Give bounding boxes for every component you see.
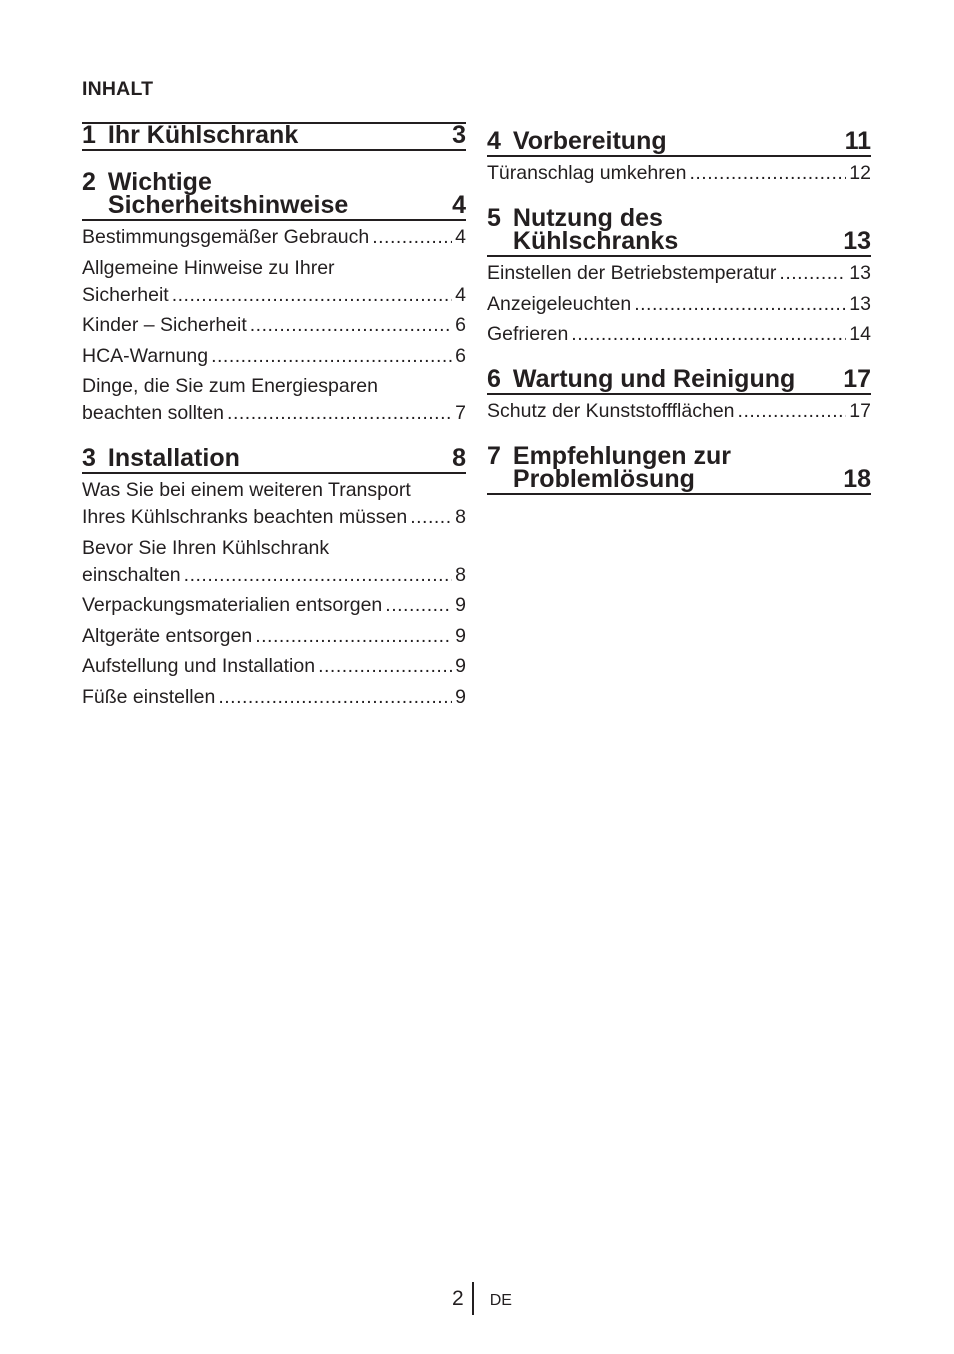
entry-page-number: 13 bbox=[849, 292, 871, 315]
section-page-number: 18 bbox=[843, 465, 871, 493]
section-page-number: 13 bbox=[843, 227, 871, 255]
dot-leader bbox=[385, 592, 452, 619]
section-heading[interactable] bbox=[487, 442, 871, 495]
toc-entries bbox=[487, 157, 871, 187]
section-page-number: 3 bbox=[452, 121, 466, 149]
section-title-line: Wartung und Reinigung bbox=[512, 365, 796, 393]
section-title-text bbox=[512, 204, 679, 255]
toc-entries bbox=[487, 395, 871, 425]
entry-text: Gefrieren bbox=[487, 323, 569, 345]
entry-page-number: 17 bbox=[849, 400, 871, 422]
section-number: 7 bbox=[487, 442, 501, 470]
section-title-line: Problemlösung bbox=[512, 465, 695, 493]
entry-page-number: 4 bbox=[455, 283, 466, 306]
toc-entry[interactable] bbox=[82, 623, 466, 650]
section-title-line: Wichtige bbox=[107, 168, 212, 196]
section-page-number: 8 bbox=[452, 444, 466, 472]
section-title-text bbox=[107, 444, 240, 472]
entry-text: Aufstellung und Installation bbox=[82, 655, 316, 677]
toc-entry[interactable] bbox=[82, 224, 466, 251]
section-number: 1 bbox=[82, 121, 96, 149]
toc-entry[interactable] bbox=[487, 260, 871, 287]
entry-page-number: 8 bbox=[455, 563, 466, 586]
section-title-line: Empfehlungen zur bbox=[512, 442, 731, 470]
toc-section bbox=[487, 204, 871, 348]
dot-leader bbox=[634, 291, 846, 318]
section-number: 5 bbox=[487, 204, 501, 232]
entry-text: Verpackungsmaterialien entsorgen bbox=[82, 594, 383, 616]
toc-entries bbox=[82, 221, 466, 427]
toc-entry[interactable] bbox=[82, 477, 466, 531]
dot-leader bbox=[184, 562, 452, 589]
section-heading[interactable] bbox=[82, 121, 466, 151]
toc-entry[interactable] bbox=[487, 160, 871, 187]
section-heading[interactable] bbox=[487, 127, 871, 157]
section-title-text bbox=[512, 365, 796, 393]
entry-page-number: 9 bbox=[455, 594, 466, 616]
section-number: 3 bbox=[82, 444, 96, 472]
entry-text: beachten sollten bbox=[82, 402, 225, 424]
section-title-line: Vorbereitung bbox=[512, 127, 667, 155]
dot-leader bbox=[318, 653, 452, 680]
entry-text: Schutz der Kunststoffflächen bbox=[487, 400, 735, 422]
toc-entry[interactable] bbox=[487, 291, 871, 318]
dot-leader bbox=[571, 321, 846, 348]
dot-leader bbox=[410, 504, 452, 531]
dot-leader bbox=[250, 312, 452, 339]
entry-text: Kinder – Sicherheit bbox=[82, 314, 247, 336]
entry-text: Bestimmungsgemäßer Gebrauch bbox=[82, 226, 370, 248]
toc-section bbox=[487, 365, 871, 425]
section-title bbox=[487, 204, 679, 255]
section-title-text bbox=[107, 168, 349, 219]
dot-leader bbox=[689, 160, 846, 187]
toc-entry[interactable] bbox=[82, 592, 466, 619]
toc-entry[interactable] bbox=[487, 321, 871, 348]
dot-leader bbox=[255, 623, 452, 650]
page-title: INHALT bbox=[82, 78, 154, 100]
entry-page-number: 13 bbox=[849, 262, 871, 284]
section-number: 2 bbox=[82, 168, 96, 196]
section-title-line: Ihr Kühlschrank bbox=[107, 121, 299, 149]
entry-text: Füße einstellen bbox=[82, 685, 216, 708]
section-number: 4 bbox=[487, 127, 501, 155]
section-heading[interactable] bbox=[82, 444, 466, 474]
section-number: 6 bbox=[487, 365, 501, 393]
entry-page-number: 12 bbox=[849, 162, 871, 184]
entry-page-number: 7 bbox=[455, 402, 466, 424]
entry-text: Bevor Sie Ihren Kühlschrank bbox=[82, 536, 330, 559]
entry-page-number: 4 bbox=[455, 226, 466, 248]
entry-page-number: 6 bbox=[455, 344, 466, 367]
entry-page-number: 9 bbox=[455, 624, 466, 647]
entry-text: Anzeigeleuchten bbox=[487, 292, 632, 315]
dot-leader bbox=[172, 282, 452, 309]
toc-section bbox=[487, 127, 871, 187]
toc-entry[interactable] bbox=[82, 373, 466, 427]
entry-text: Sicherheit bbox=[82, 283, 169, 306]
toc-column-right bbox=[487, 127, 871, 515]
section-title bbox=[487, 127, 667, 155]
toc-entry[interactable] bbox=[82, 255, 466, 309]
entry-page-number: 8 bbox=[455, 506, 466, 528]
dot-leader bbox=[227, 400, 452, 427]
toc-entries bbox=[487, 257, 871, 348]
dot-leader bbox=[218, 684, 452, 711]
section-title bbox=[487, 442, 731, 493]
entry-text: Ihres Kühlschranks beachten müssen bbox=[82, 506, 408, 528]
toc-section bbox=[82, 121, 466, 151]
section-title-text bbox=[512, 127, 667, 155]
toc-section bbox=[487, 442, 871, 495]
section-title bbox=[487, 365, 796, 393]
entry-page-number: 6 bbox=[455, 314, 466, 336]
dot-leader bbox=[372, 224, 452, 251]
page-footer bbox=[452, 1282, 512, 1315]
section-page-number: 11 bbox=[844, 127, 871, 155]
section-heading[interactable] bbox=[487, 204, 871, 257]
toc-entry[interactable] bbox=[82, 312, 466, 339]
toc-section bbox=[82, 444, 466, 711]
section-title bbox=[82, 444, 240, 472]
toc-entry[interactable] bbox=[487, 398, 871, 425]
entry-page-number: 14 bbox=[849, 323, 871, 345]
entry-text: Türanschlag umkehren bbox=[487, 162, 687, 184]
section-title bbox=[82, 121, 299, 149]
toc-entry[interactable] bbox=[82, 653, 466, 680]
section-page-number: 4 bbox=[452, 191, 466, 219]
section-title bbox=[82, 168, 349, 219]
dot-leader bbox=[211, 343, 452, 370]
section-heading[interactable] bbox=[82, 168, 466, 221]
entry-page-number: 9 bbox=[455, 685, 466, 708]
section-title-line: Sicherheitshinweise bbox=[107, 191, 349, 219]
entry-text: Einstellen der Betriebstemperatur bbox=[487, 262, 777, 284]
section-title-text bbox=[107, 121, 299, 149]
entry-text: Was Sie bei einem weiteren Transport bbox=[82, 479, 411, 501]
toc-entries bbox=[82, 474, 466, 711]
section-title-text bbox=[512, 442, 731, 493]
toc-entry[interactable] bbox=[82, 535, 466, 589]
section-title-line: Nutzung des bbox=[512, 204, 663, 232]
toc-section bbox=[82, 168, 466, 427]
entry-text: Altgeräte entsorgen bbox=[82, 624, 253, 647]
entry-page-number: 9 bbox=[455, 655, 466, 677]
dot-leader bbox=[779, 260, 846, 287]
section-page-number: 17 bbox=[843, 365, 871, 393]
entry-text: Allgemeine Hinweise zu Ihrer bbox=[82, 256, 335, 279]
entry-text: HCA-Warnung bbox=[82, 344, 209, 367]
toc-entry[interactable] bbox=[82, 343, 466, 370]
dot-leader bbox=[738, 398, 847, 425]
page-number: 2 bbox=[452, 1282, 474, 1315]
language-code: DE bbox=[489, 1291, 512, 1309]
toc-column-left bbox=[82, 122, 466, 731]
section-heading[interactable] bbox=[487, 365, 871, 395]
section-title-line: Installation bbox=[107, 444, 240, 472]
toc-entry[interactable] bbox=[82, 684, 466, 711]
entry-text: einschalten bbox=[82, 563, 181, 586]
section-title-line: Kühlschranks bbox=[512, 227, 679, 255]
entry-text: Dinge, die Sie zum Energiesparen bbox=[82, 375, 378, 397]
